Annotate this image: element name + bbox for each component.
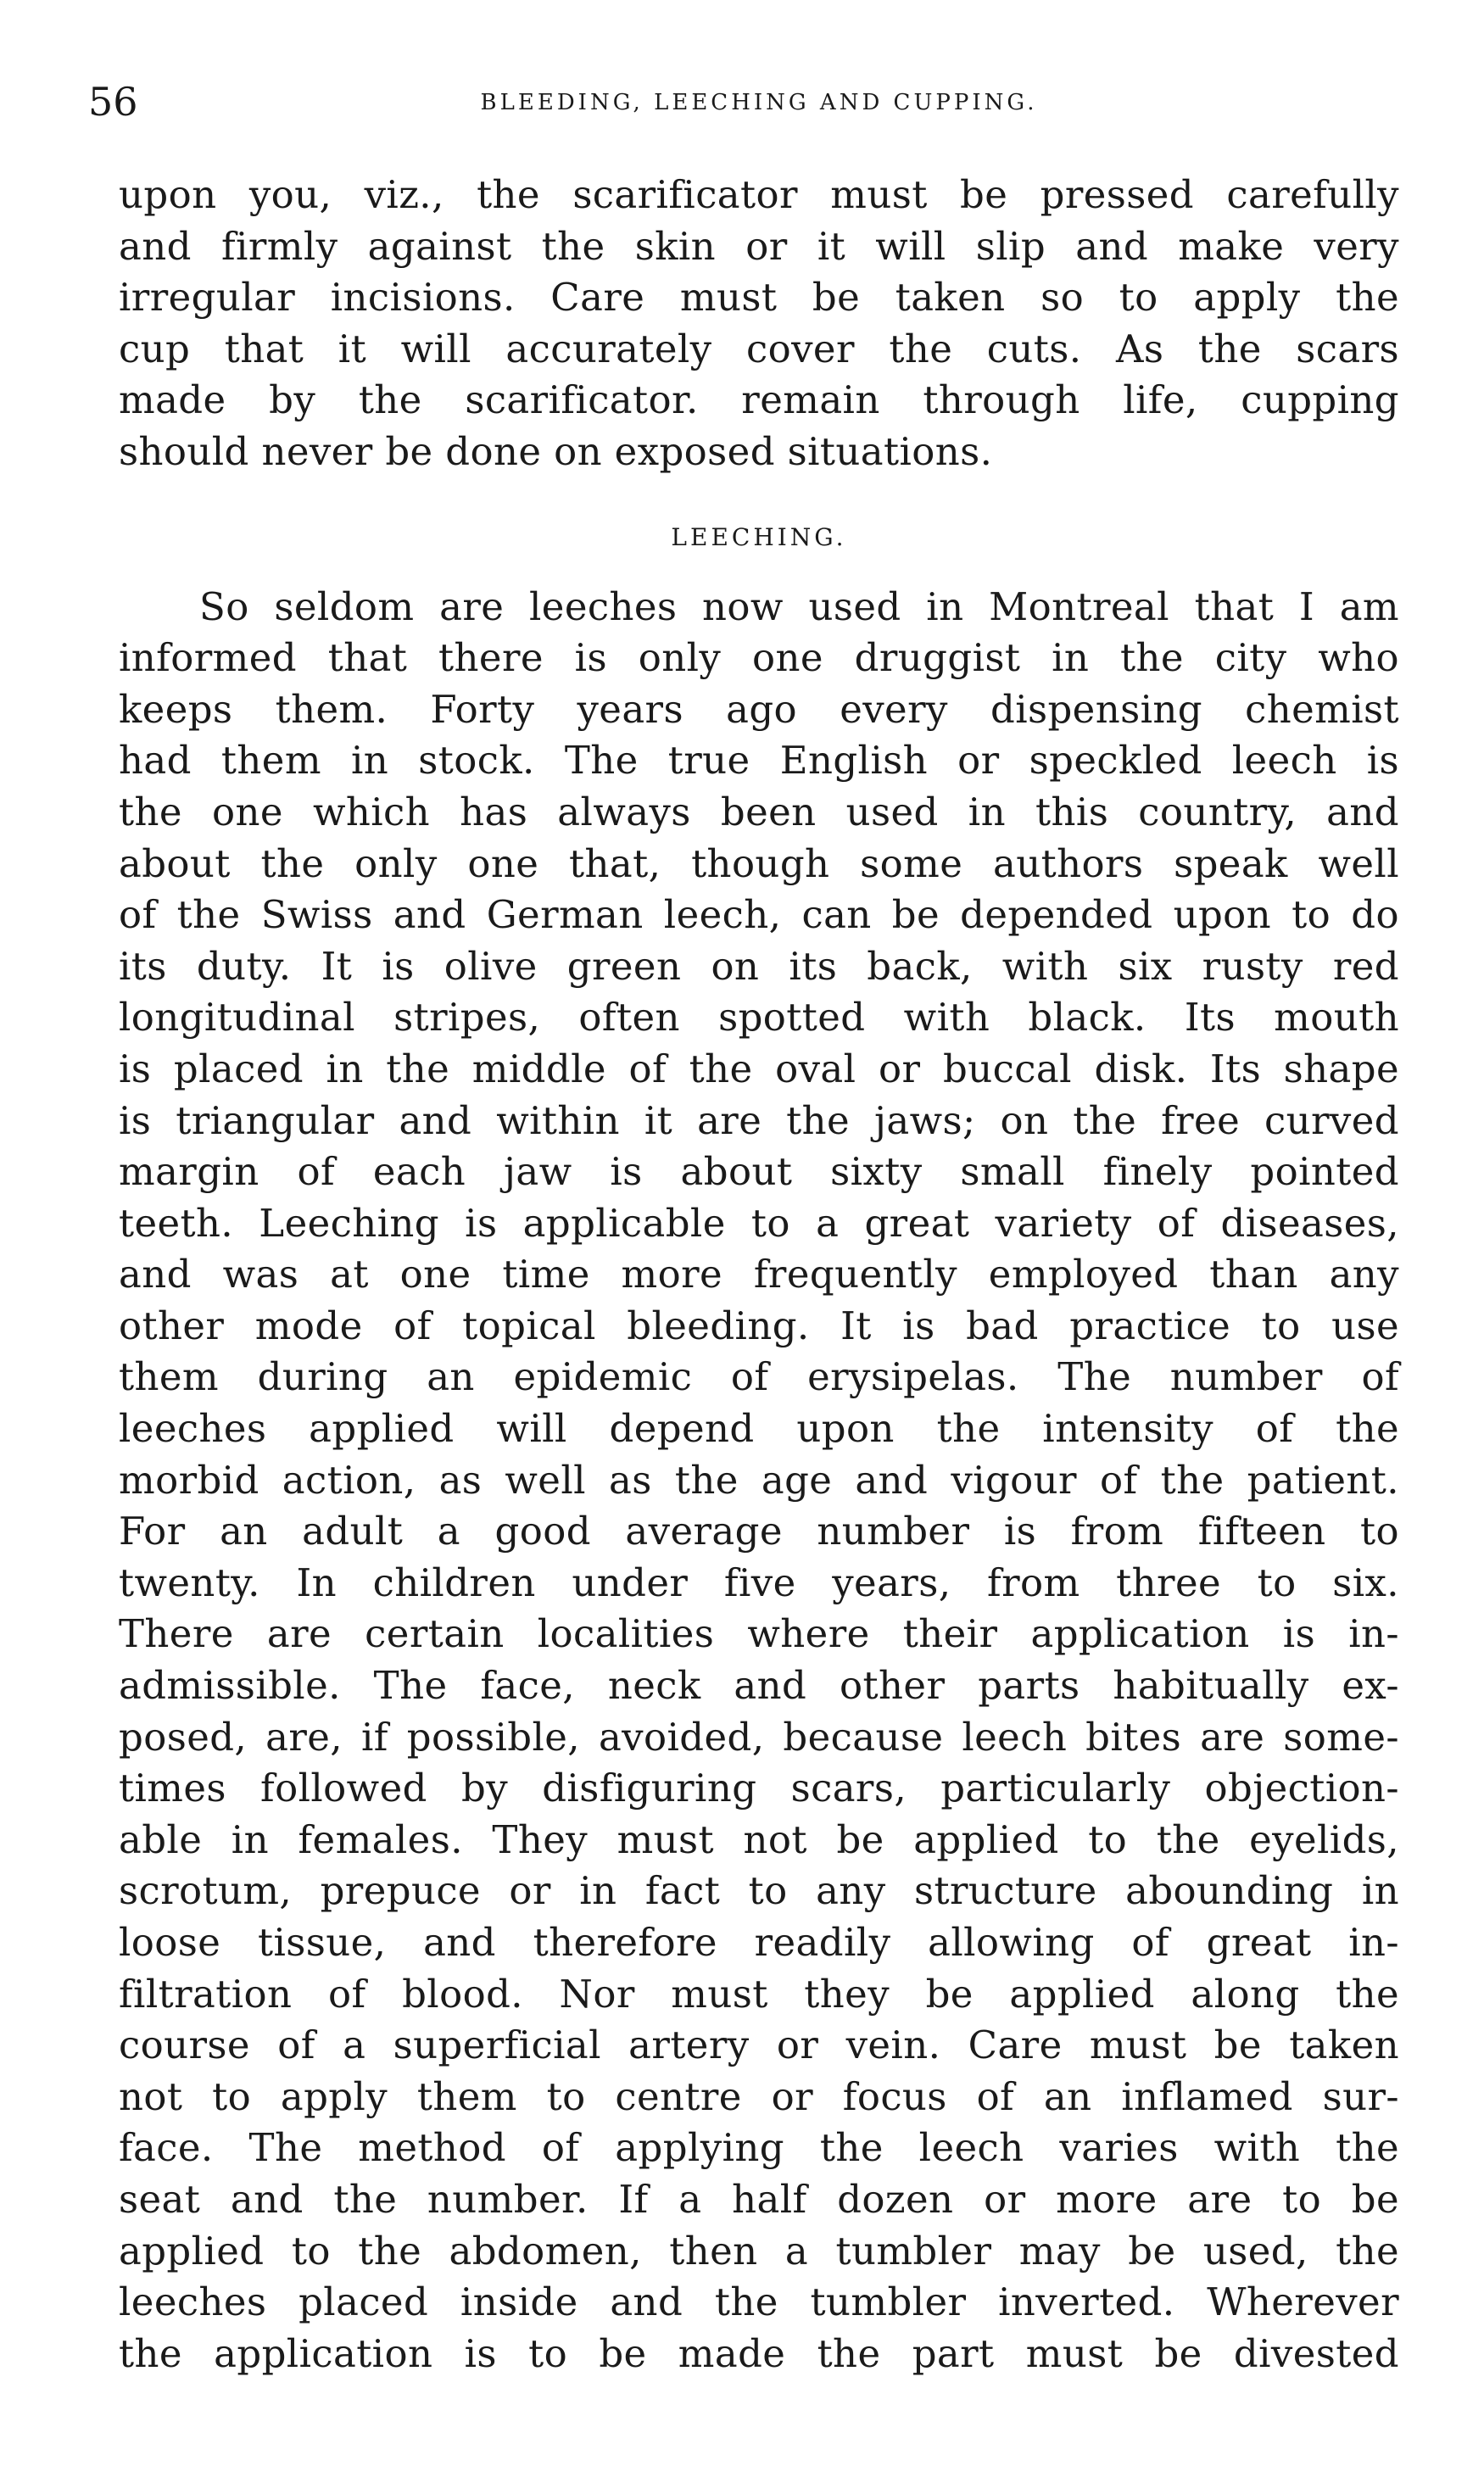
text-line: other mode of topical bleeding. It is bad practice to use xyxy=(119,1303,1399,1348)
text-line: not to apply them to centre or focus of an inflamed sur- xyxy=(119,2073,1399,2119)
text-line: cup that it will accurately cover the cuts. As the scars xyxy=(119,326,1399,371)
text-line: morbid action, as well as the age and vigour of the patient. xyxy=(119,1457,1399,1503)
text-line: So seldom are leeches now used in Montreal that I am xyxy=(199,583,1399,629)
text-line: There are certain localities where their application is in- xyxy=(119,1611,1399,1657)
text-line: of the Swiss and German leech, can be depended upon to do xyxy=(119,892,1399,938)
text-line: seat and the number. If a half dozen or more are to be xyxy=(119,2176,1399,2222)
text-line: applied to the abdomen, then a tumbler may be used, the xyxy=(119,2228,1399,2274)
text-line: twenty. In children under five years, from three to six. xyxy=(119,1559,1399,1605)
text-line: is triangular and within it are the jaws; on the free curved xyxy=(119,1097,1399,1143)
text-line: had them in stock. The true English or speckled leech is xyxy=(119,738,1399,784)
text-line: informed that there is only one druggist in the city who xyxy=(119,635,1399,681)
text-line: the one which has always been used in this country, and xyxy=(119,789,1399,834)
text-line: margin of each jaw is about sixty small finely pointed xyxy=(119,1149,1399,1195)
text-line: loose tissue, and therefore readily allowing of great in- xyxy=(119,1920,1399,1965)
text-line: times followed by disfiguring scars, particularly objection- xyxy=(119,1766,1399,1811)
text-line: course of a superficial artery or vein. Care must be taken xyxy=(119,2022,1399,2068)
text-line: posed, are, if possible, avoided, because leech bites are some- xyxy=(119,1714,1399,1760)
paragraph-cupping-continuation xyxy=(119,170,1399,478)
text-line: leeches placed inside and the tumbler inverted. Wherever xyxy=(119,2279,1399,2325)
text-line: and firmly against the skin or it will slip and make very xyxy=(119,223,1399,269)
text-line: the application is to be made the part must be divested xyxy=(119,2330,1399,2376)
text-line: filtration of blood. Nor must they be applied along the xyxy=(119,1971,1399,2017)
page xyxy=(88,76,1399,2380)
text-line: scrotum, prepuce or in fact to any structure abounding in xyxy=(119,1868,1399,1914)
text-line: able in females. They must not be applied to the eyelids, xyxy=(119,1816,1399,1862)
running-title: BLEEDING, LEECHING AND CUPPING. xyxy=(480,90,1038,115)
page-number: 56 xyxy=(88,79,138,125)
text-line: longitudinal stripes, often spotted with black. Its mouth xyxy=(119,995,1399,1041)
text-line: leeches applied will depend upon the intensity of the xyxy=(119,1406,1399,1452)
text-line: upon you, viz., the scarificator must be pressed carefully xyxy=(119,172,1399,217)
text-line: and was at one time more frequently employed than any xyxy=(119,1252,1399,1297)
text-line: For an adult a good average number is from fifteen to xyxy=(119,1509,1399,1554)
text-line: its duty. It is olive green on its back, with six rusty red xyxy=(119,943,1399,989)
running-head xyxy=(88,76,1399,127)
text-line: face. The method of applying the leech varies with the xyxy=(119,2125,1399,2171)
paragraph-leeching xyxy=(119,582,1399,2380)
text-line: is placed in the middle of the oval or buccal disk. Its shape xyxy=(119,1046,1399,1091)
text-line: about the only one that, though some authors speak well xyxy=(119,840,1399,886)
text-line: admissible. The face, neck and other parts habitually ex- xyxy=(119,1663,1399,1709)
section-heading: LEECHING. xyxy=(671,522,847,551)
text-line: should never be done on exposed situations. xyxy=(119,428,993,474)
text-line: irregular incisions. Care must be taken so to apply the xyxy=(119,275,1399,321)
text-line: them during an epidemic of erysipelas. The number of xyxy=(119,1354,1399,1400)
text-line: made by the scarificator. remain through life, cupping xyxy=(119,377,1399,423)
text-line: keeps them. Forty years ago every dispensing chemist xyxy=(119,686,1399,732)
text-line: teeth. Leeching is applicable to a great variety of diseases, xyxy=(119,1200,1399,1246)
